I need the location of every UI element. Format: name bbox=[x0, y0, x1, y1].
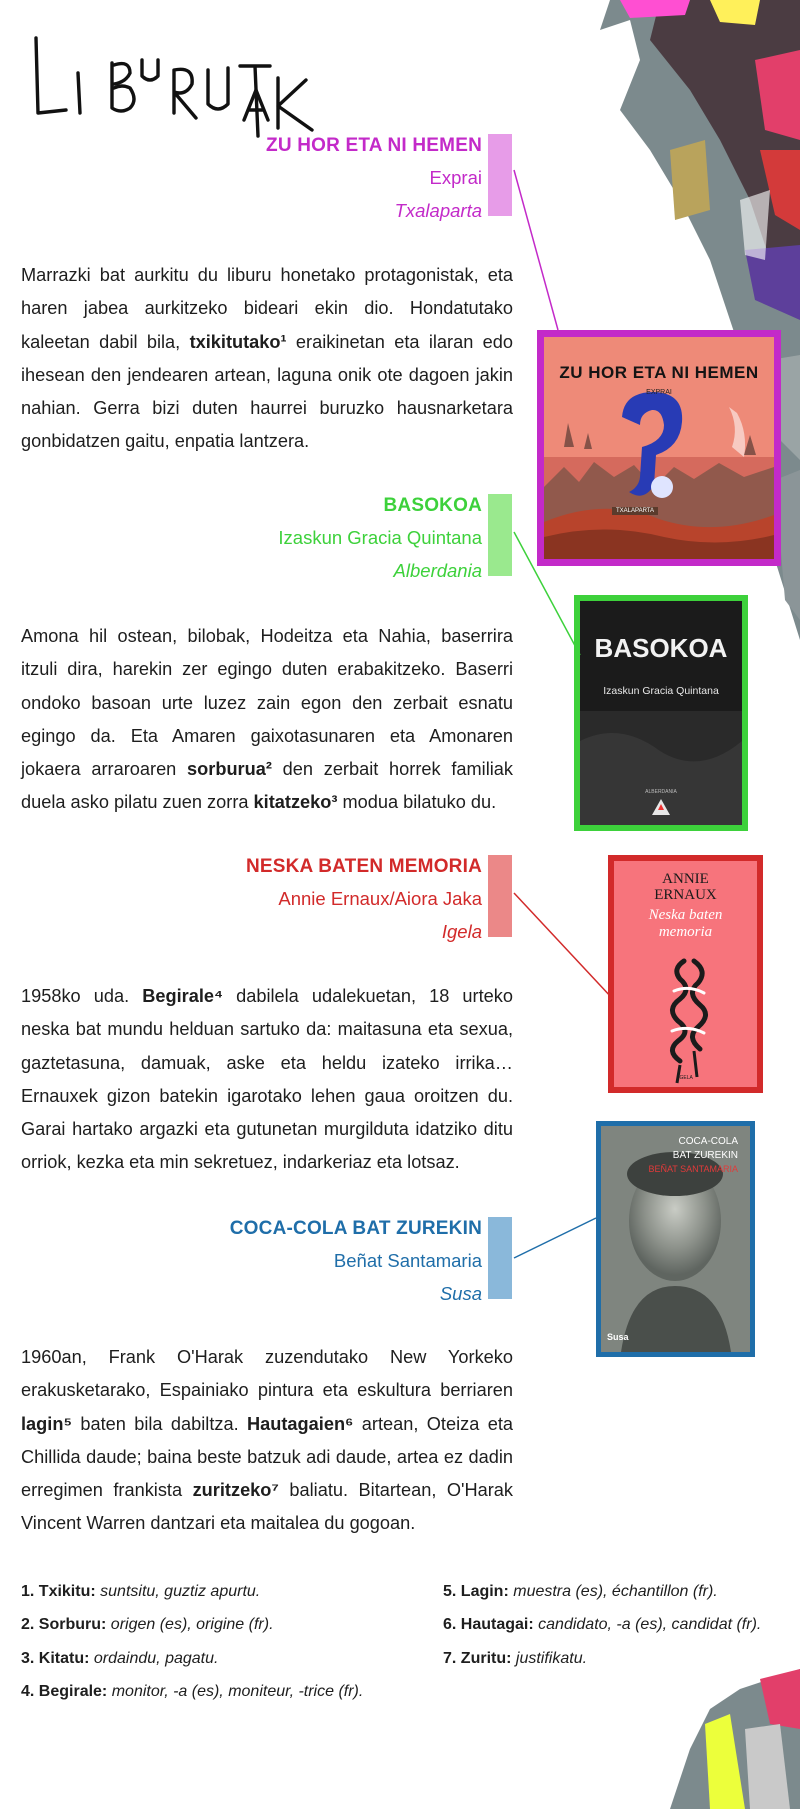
cover-author: Izaskun Gracia Quintana bbox=[603, 685, 719, 697]
book-header-2 bbox=[278, 496, 482, 581]
book-author: Annie Ernaux/Aiora Jaka bbox=[278, 888, 482, 909]
glossary-definition: candidato, -a (es), candidat (fr). bbox=[538, 1616, 762, 1634]
book-author: Izaskun Gracia Quintana bbox=[278, 527, 482, 548]
text: artean, Oteiza eta Chillida daude; baina beste batzuk adi daude, artea ez dadin erregimen frankista bbox=[21, 1413, 513, 1501]
book-publisher: Alberdania bbox=[393, 560, 482, 581]
book-publisher: Txalaparta bbox=[394, 200, 482, 221]
glossary-term: 5. Lagin: bbox=[443, 1583, 509, 1600]
text: Amona hil ostean, bilobak, Hodeitza eta Nahia, baserrira itzuli dira, harekin zer egingo duten erabakitzeko. Baserri ondoko basoan urte luzez zain egon den zerbait esnatu egingo da. Eta Amaren gaixotasunaren eta Amonaren jokaera arraroaren bbox=[21, 626, 513, 780]
cover-title: Neska baten memoria bbox=[648, 907, 723, 940]
color-bar-green bbox=[488, 494, 512, 576]
book-header-4 bbox=[230, 1219, 482, 1304]
glossary-item bbox=[443, 1608, 761, 1641]
color-bar-blue bbox=[488, 1217, 512, 1299]
glossary-term: kitatzeko³ bbox=[253, 792, 338, 813]
text: Marrazki bat aurkitu du liburu honetako protagonistak, eta haren jabea aurkitzeko bideari ekin dio. Hondatutako kaleetan dabil bila, bbox=[21, 265, 513, 352]
text: 1958ko uda. bbox=[21, 986, 143, 1006]
text: 1960an, Frank O'Harak zuzendutako New Yorkeko erakusketarako, Espainiako pintura eta eskultura berriaren bbox=[21, 1347, 513, 1401]
glossary-term: zuritzeko⁷ bbox=[192, 1480, 279, 1501]
cover-author: EXPRAI bbox=[646, 389, 672, 396]
page-title bbox=[26, 18, 326, 148]
book-description-4 bbox=[21, 1341, 513, 1541]
glossary-item bbox=[21, 1642, 363, 1675]
book-cover-4 bbox=[596, 1121, 755, 1357]
glossary-definition: ordaindu, pagatu. bbox=[93, 1649, 219, 1667]
glossary-term: 1. Txikitu: bbox=[21, 1583, 96, 1600]
collage-decoration-bottom bbox=[650, 1669, 800, 1809]
text: den zerbait horrek familiak duela asko pilatu zuen zorra bbox=[21, 759, 513, 813]
cover-publisher: TXALAPARTA bbox=[612, 507, 658, 515]
glossary-term: Begirale⁴ bbox=[142, 986, 224, 1006]
text: eraikinetan eta ilaran edo ihesean den jendearen artean, laguna onik ote dagoen jakin nahian. Gerra bizi duten haurrei buruzko hausnarketara gonbidatzen gaitu, enpatia lantzera. bbox=[21, 331, 513, 452]
book-author: Beñat Santamaria bbox=[333, 1250, 482, 1271]
text: modua bilatuko du. bbox=[337, 792, 497, 813]
book-header-1 bbox=[266, 136, 482, 221]
cover-author: ANNIE ERNAUX bbox=[654, 871, 717, 903]
glossary-term: lagin⁵ bbox=[21, 1413, 72, 1434]
cover-title-line1: COCA-COLA bbox=[678, 1136, 738, 1147]
glossary-item bbox=[21, 1675, 363, 1708]
book-title: COCA-COLA BAT ZUREKIN bbox=[229, 1218, 482, 1239]
glossary-term: sorburua² bbox=[187, 759, 272, 780]
book-description-1 bbox=[21, 259, 513, 459]
glossary-definition: origen (es), origine (fr). bbox=[110, 1616, 274, 1634]
color-bar-magenta bbox=[488, 134, 512, 216]
glossary-term: 3. Kitatu: bbox=[21, 1649, 90, 1667]
glossary-definition: muestra (es), échantillon (fr). bbox=[513, 1583, 718, 1600]
cover-title: BASOKOA bbox=[594, 633, 728, 663]
book-cover-1 bbox=[537, 330, 781, 566]
glossary-term: 7. Zuritu: bbox=[443, 1649, 512, 1667]
color-bar-red bbox=[488, 855, 512, 937]
book-author: Exprai bbox=[429, 167, 482, 188]
book-cover-3 bbox=[608, 855, 763, 1093]
book-title: BASOKOA bbox=[383, 495, 482, 516]
book-description-2 bbox=[21, 620, 513, 820]
glossary-term: 4. Begirale: bbox=[21, 1682, 108, 1700]
cover-publisher: Susa bbox=[607, 1332, 629, 1342]
glossary-definition: justifikatu. bbox=[515, 1649, 588, 1667]
glossary-term: 2. Sorburu: bbox=[21, 1616, 107, 1634]
book-publisher: Igela bbox=[441, 921, 482, 942]
book-description-3 bbox=[21, 980, 513, 1180]
book-title: NESKA BATEN MEMORIA bbox=[245, 856, 482, 877]
glossary-term: 6. Hautagai: bbox=[443, 1616, 534, 1634]
book-cover-2 bbox=[574, 595, 748, 831]
glossary-right bbox=[443, 1575, 761, 1675]
glossary-definition: monitor, -a (es), moniteur, -trice (fr). bbox=[111, 1682, 364, 1700]
glossary-item bbox=[21, 1608, 363, 1641]
cover-title: ZU HOR ETA NI HEMEN bbox=[559, 363, 759, 382]
glossary-left bbox=[21, 1575, 363, 1708]
book-title: ZU HOR ETA NI HEMEN bbox=[266, 135, 482, 156]
text: dabilela udalekuetan, 18 urteko neska bat mundu helduan sartuko da: maitasuna eta sexua, gaztetasuna, damuak, aske eta heldu izateko irrika… Ernauxek gizon batekin igarotako lehen gaua oroitzen du. Garai hartako argazki eta gutunetan murgilduta idatziko ditu orriok, kezka eta min sekretuez, indarkeriaz eta lotsaz. bbox=[21, 986, 513, 1173]
glossary-item bbox=[443, 1575, 761, 1608]
cover-author: BEÑAT SANTAMARIA bbox=[648, 1164, 738, 1174]
glossary-term: Hautagaien⁶ bbox=[247, 1413, 354, 1434]
glossary-item bbox=[443, 1642, 761, 1675]
glossary-definition: suntsitu, guztiz apurtu. bbox=[100, 1583, 261, 1600]
book-header-3 bbox=[246, 857, 482, 942]
cover-publisher: ALBERDANIA bbox=[645, 789, 677, 795]
book-publisher: Susa bbox=[439, 1283, 482, 1304]
cover-title-line2: BAT ZUREKIN bbox=[672, 1150, 738, 1161]
text: baliatu. Bitartean, O'Harak Vincent Warren dantzari eta maitalea du gogoan. bbox=[21, 1480, 513, 1534]
glossary-item bbox=[21, 1575, 363, 1608]
text: baten bila dabiltza. bbox=[71, 1413, 248, 1434]
cover-publisher: IGELA bbox=[678, 1075, 693, 1081]
glossary-term: txikitutako¹ bbox=[189, 331, 287, 352]
